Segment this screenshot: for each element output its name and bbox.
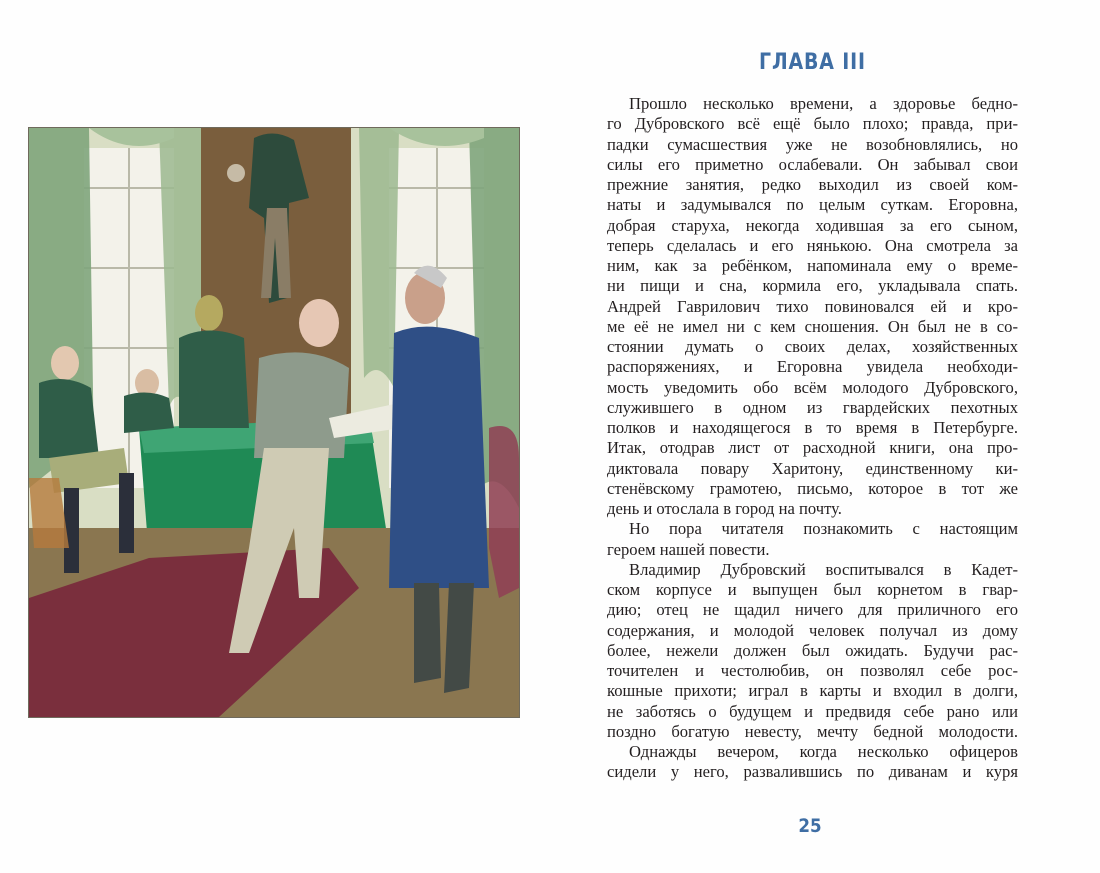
text-line: дию; отец не щадил ничего для приличного его xyxy=(607,600,1018,620)
text-line: ни пищи и сна, кормила его, укладывала спать. xyxy=(607,276,1018,296)
text-line: кошные прихоти; играл в карты и входил в долги, xyxy=(607,681,1018,701)
body-text xyxy=(607,94,1018,783)
chapter-illustration xyxy=(28,127,520,718)
text-line: добрая старуха, некогда ходившая за его сыном, xyxy=(607,215,1018,235)
text-line: не заботясь о будущем и предвидя себе рано или xyxy=(607,701,1018,721)
text-line: наты и задумывался по целым суткам. Егоровна, xyxy=(607,195,1018,215)
text-line: точителен и честолюбив, он позволял себе рос- xyxy=(607,661,1018,680)
text-line: падки сумасшествия уже не возобновлялись, но xyxy=(607,134,1018,154)
text-line: Итак, отодрав лист от расходной книги, она про- xyxy=(607,438,1018,458)
text-line: Владимир Дубровский воспитывался в Кадет- xyxy=(629,559,1018,579)
text-line: полков и находящегося в то время в Петербурге. xyxy=(607,418,1018,437)
text-line: содержания, и молодой человек получал из дому xyxy=(607,620,1018,640)
text-line: теперь сделалась и его нянькою. Она смотрела за xyxy=(607,235,1018,255)
page-number: 25 xyxy=(798,815,822,837)
text-line: Но пора читателя познакомить с настоящим xyxy=(629,519,1018,539)
text-line: го Дубровского всё ещё было плохо; правда, при- xyxy=(607,114,1018,134)
text-line: стоянии думать о своих делах, хозяйственных xyxy=(607,337,1018,356)
text-line: поздно богатую невесту, мечту бедной молодости. xyxy=(607,721,1018,741)
text-line: более, нежели должен был ожидать. Будучи рас- xyxy=(607,640,1018,660)
text-line: служившего в одном из гвардейских пехотных xyxy=(607,397,1018,417)
chapter-title: ГЛАВА III xyxy=(759,50,866,75)
text-line: сидели у него, развалившись по диванам и куря xyxy=(607,762,1018,782)
text-line: Однажды вечером, когда несколько офицеров xyxy=(629,742,1018,761)
text-line: стенёвскому грамотею, письмо, которое в тот же xyxy=(607,478,1018,498)
text-line: силы его приметно ослабевали. Он забывал свои xyxy=(607,154,1018,174)
text-line: распоряжениях, и Егоровна увидела необходи- xyxy=(607,357,1018,377)
text-line: героем нашей повести. xyxy=(607,539,770,559)
text-line: Прошло несколько времени, а здоровье бедно- xyxy=(629,94,1018,113)
text-line: диктовала повару Харитону, единственному ки- xyxy=(607,458,1018,478)
text-line: Андрей Гаврилович тихо повиновался ей и кро- xyxy=(607,296,1018,316)
text-line: мость уведомить обо всём молодого Дубровского, xyxy=(607,377,1018,397)
text-line: ним, как за ребёнком, напоминала ему о време- xyxy=(607,256,1018,275)
text-line: прежние занятия, редко выходил из своей ком- xyxy=(607,175,1018,194)
text-line: день и отослала в город на почту. xyxy=(607,499,842,518)
watercolor-scene-image xyxy=(29,128,519,717)
text-line: ме её не имел ни с кем сношения. Он был не в со- xyxy=(607,316,1018,336)
text-line: ском корпусе и выпущен был корнетом в гвар- xyxy=(607,580,1018,599)
